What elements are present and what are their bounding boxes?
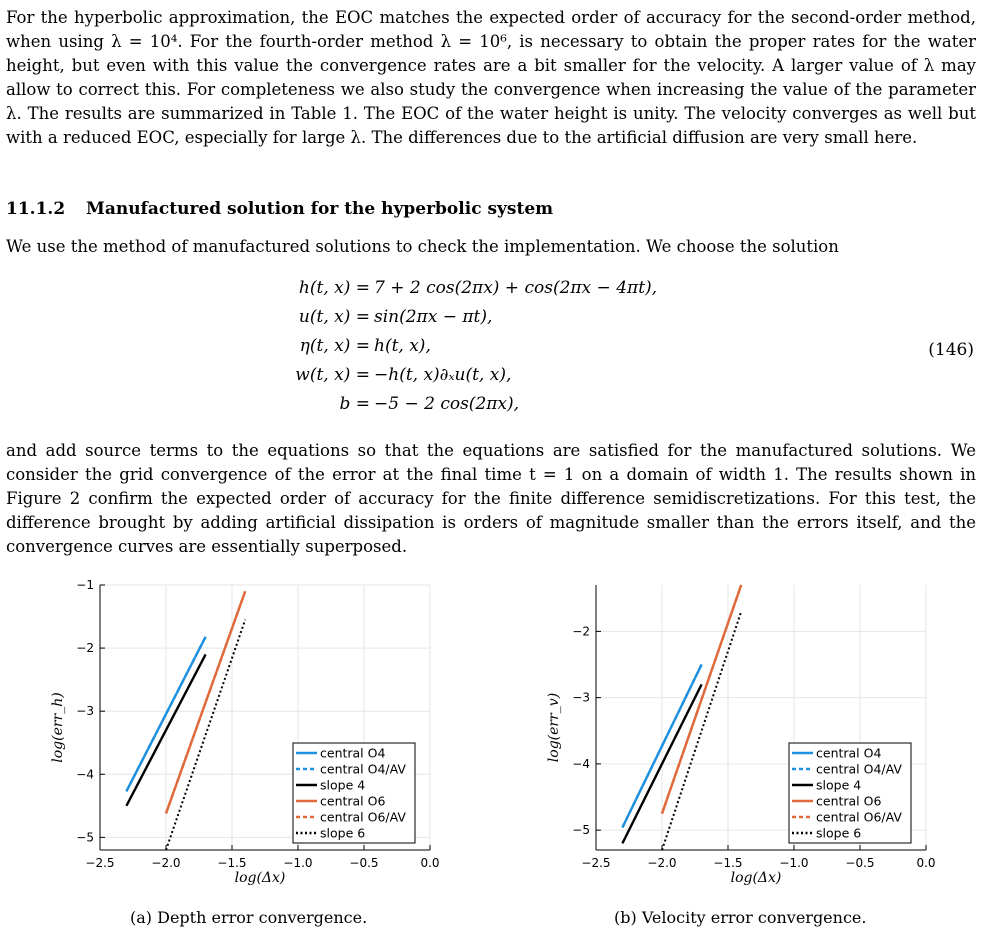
x-axis-label: log(Δx)	[730, 870, 782, 886]
y-tick-label: −1	[76, 578, 94, 592]
equation-lhs: u(t, x) =	[298, 307, 370, 327]
x-tick-label: −2.5	[85, 856, 115, 870]
legend-label: central O4/AV	[816, 761, 902, 777]
y-tick-label: −4	[572, 756, 590, 771]
equation-rhs: 7 + 2 cos(2πx) + cos(2πx − 4πt),	[374, 278, 658, 298]
equation-number: (146)	[928, 340, 974, 360]
equation-block	[0, 278, 982, 423]
y-tick-label: −5	[572, 823, 590, 838]
legend-label: central O6	[816, 793, 882, 809]
figure-velocity-error	[536, 570, 982, 900]
legend-label: central O4	[320, 745, 386, 761]
equation-rhs: h(t, x),	[374, 336, 431, 356]
legend-label: central O6/AV	[816, 809, 902, 825]
equation-lhs: b =	[339, 394, 370, 414]
velocity-error-chart	[536, 570, 982, 900]
x-tick-label: −0.5	[349, 856, 379, 870]
section-title: Manufactured solution for the hyperbolic system	[86, 199, 554, 219]
equation-rhs: sin(2πx − πt),	[374, 307, 493, 327]
x-tick-label: −1.0	[779, 856, 809, 870]
legend-label: slope 4	[816, 777, 862, 793]
y-tick-label: −4	[76, 767, 94, 782]
legend-label: slope 6	[320, 825, 366, 841]
equation-lhs: w(t, x) =	[295, 365, 370, 385]
x-tick-label: 0.0	[420, 856, 440, 870]
x-tick-label: −2.0	[647, 856, 677, 870]
legend-label: slope 6	[816, 825, 862, 841]
x-tick-label: −1.5	[713, 856, 743, 870]
legend-label: central O4	[816, 745, 882, 761]
intro-text: For the hyperbolic approximation, the EOC matches the expected order of accuracy for the second-order method, when using λ = 10⁴. For the fourth-order method λ = 10⁶, is necessary to obtain the proper rates for the water height, but even with this value the convergence rates are a bit smaller for the velocity. A larger value of λ may allow to correct this. For completeness we also study the convergence when increasing the value of the parameter λ. The results are summarized in Table 1. The EOC of the water height is unity. The velocity converges as well but with a reduced EOC, especially for large λ. The differences due to the artificial diffusion are very small here.	[6, 8, 976, 147]
caption-depth: (a) Depth error convergence.	[130, 908, 368, 927]
x-tick-label: −0.5	[845, 856, 875, 870]
y-tick-label: −2	[572, 624, 590, 639]
y-tick-label: −2	[76, 641, 94, 656]
series-line-slope-6	[166, 620, 245, 850]
section-heading	[6, 199, 553, 219]
method-paragraph	[6, 235, 976, 259]
x-tick-label: −1.5	[217, 856, 247, 870]
equation-lhs: h(t, x) =	[298, 278, 370, 298]
equation-rhs: −5 − 2 cos(2πx),	[374, 394, 520, 414]
y-tick-label: −3	[572, 690, 590, 705]
results-text: and add source terms to the equations so that the equations are satisfied for the manufactured solutions. We consider the grid convergence of the error at the final time t = 1 on a domain of width 1. The results shown in Figure 2 confirm the expected order of accuracy for the finite difference semidiscretizations. For this test, the difference brought by adding artificial dissipation is orders of magnitude smaller than the errors itself, and the convergence curves are essentially superposed.	[6, 441, 976, 556]
equation-rhs: −h(t, x)∂ₓu(t, x),	[374, 365, 512, 385]
caption-velocity: (b) Velocity error convergence.	[614, 908, 867, 927]
intro-paragraph	[6, 6, 976, 150]
y-tick-label: −3	[76, 704, 94, 719]
x-tick-label: −2.5	[581, 856, 611, 870]
legend-label: central O6/AV	[320, 809, 406, 825]
method-text: We use the method of manufactured solutions to check the implementation. We choose the solution	[6, 237, 839, 256]
x-axis-label: log(Δx)	[234, 870, 286, 886]
y-axis-label: log(err_h)	[50, 692, 66, 763]
x-tick-label: −2.0	[151, 856, 181, 870]
legend-label: slope 4	[320, 777, 366, 793]
y-tick-label: −5	[76, 830, 94, 845]
y-axis-label: log(err_v)	[546, 692, 562, 763]
depth-error-chart	[40, 570, 490, 900]
x-tick-label: 0.0	[916, 856, 936, 870]
figure-depth-error	[40, 570, 490, 900]
x-tick-label: −1.0	[283, 856, 313, 870]
section-number: 11.1.2	[6, 199, 66, 219]
series-line-slope-6	[662, 612, 741, 851]
legend-label: central O6	[320, 793, 386, 809]
equation-lhs: η(t, x) =	[299, 336, 370, 356]
legend-label: central O4/AV	[320, 761, 406, 777]
results-paragraph	[6, 439, 976, 559]
